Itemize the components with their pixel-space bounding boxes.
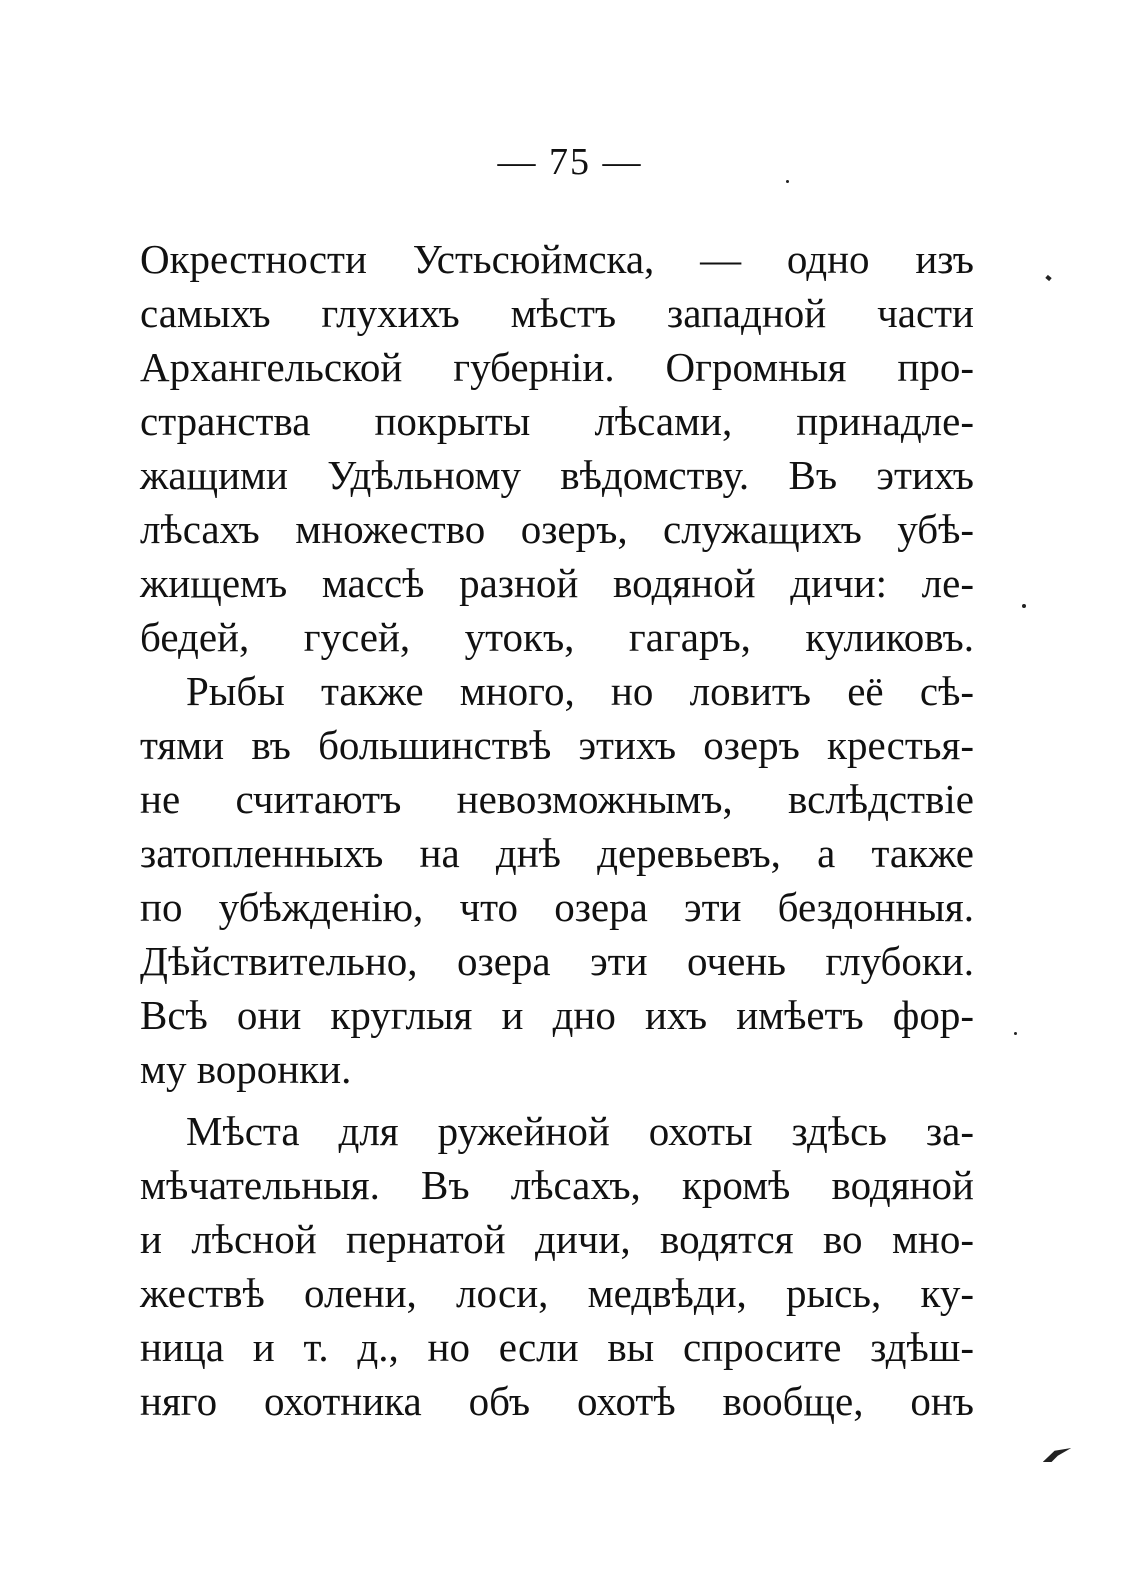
text-line: Мѣста для ружейной охоты здѣсь за- — [186, 1108, 974, 1154]
text-line: Архангельской губерніи. Огромныя про- — [140, 344, 974, 390]
ink-speck — [1022, 604, 1026, 608]
text-line: жащими Удѣльному вѣдомству. Въ этихъ — [140, 452, 974, 498]
text-line: лѣсахъ множество озеръ, служащихъ убѣ- — [140, 506, 974, 552]
text-line: мѣчательныя. Въ лѣсахъ, кромѣ водяной — [140, 1162, 974, 1208]
text-line: не считаютъ невозможнымъ, вслѣдствіе — [140, 776, 974, 822]
text-line: бедей, гусей, утокъ, гагаръ, куликовъ. — [140, 614, 974, 660]
text-line: Окрестности Устьсюймска, — одно изъ — [140, 236, 974, 282]
ink-speck — [786, 180, 789, 183]
text-line: ница и т. д., но если вы спросите здѣш- — [140, 1324, 974, 1370]
text-line: по убѣжденію, что озера эти бездонныя. — [140, 884, 974, 930]
paragraph-gap — [140, 1096, 974, 1104]
text-line: тями въ большинствѣ этихъ озеръ крестья- — [140, 722, 974, 768]
text-line: и лѣсной пернатой дичи, водятся во мно- — [140, 1216, 974, 1262]
text-line: Всѣ они круглыя и дно ихъ имѣетъ фор- — [140, 992, 974, 1038]
text-line: жествѣ олени, лоси, медвѣди, рысь, ку- — [140, 1270, 974, 1316]
ink-blot — [1043, 1448, 1072, 1462]
text-line: затопленныхъ на днѣ деревьевъ, а также — [140, 830, 974, 876]
text-line: Рыбы также много, но ловитъ её сѣ- — [186, 668, 974, 714]
body-text — [140, 232, 974, 1428]
text-line: няго охотника объ охотѣ вообще, онъ — [140, 1378, 974, 1424]
text-line: Дѣйствительно, озера эти очень глубоки. — [140, 938, 974, 984]
text-line: жищемъ массѣ разной водяной дичи: ле- — [140, 560, 974, 606]
page-number: — 75 — — [497, 141, 643, 183]
text-line: самыхъ глухихъ мѣстъ западной части — [140, 290, 974, 336]
ink-speck — [1014, 1032, 1017, 1035]
text-line: странства покрыты лѣсами, принадле- — [140, 398, 974, 444]
ink-speck — [1045, 275, 1051, 281]
text-line: му воронки. — [140, 1046, 352, 1092]
